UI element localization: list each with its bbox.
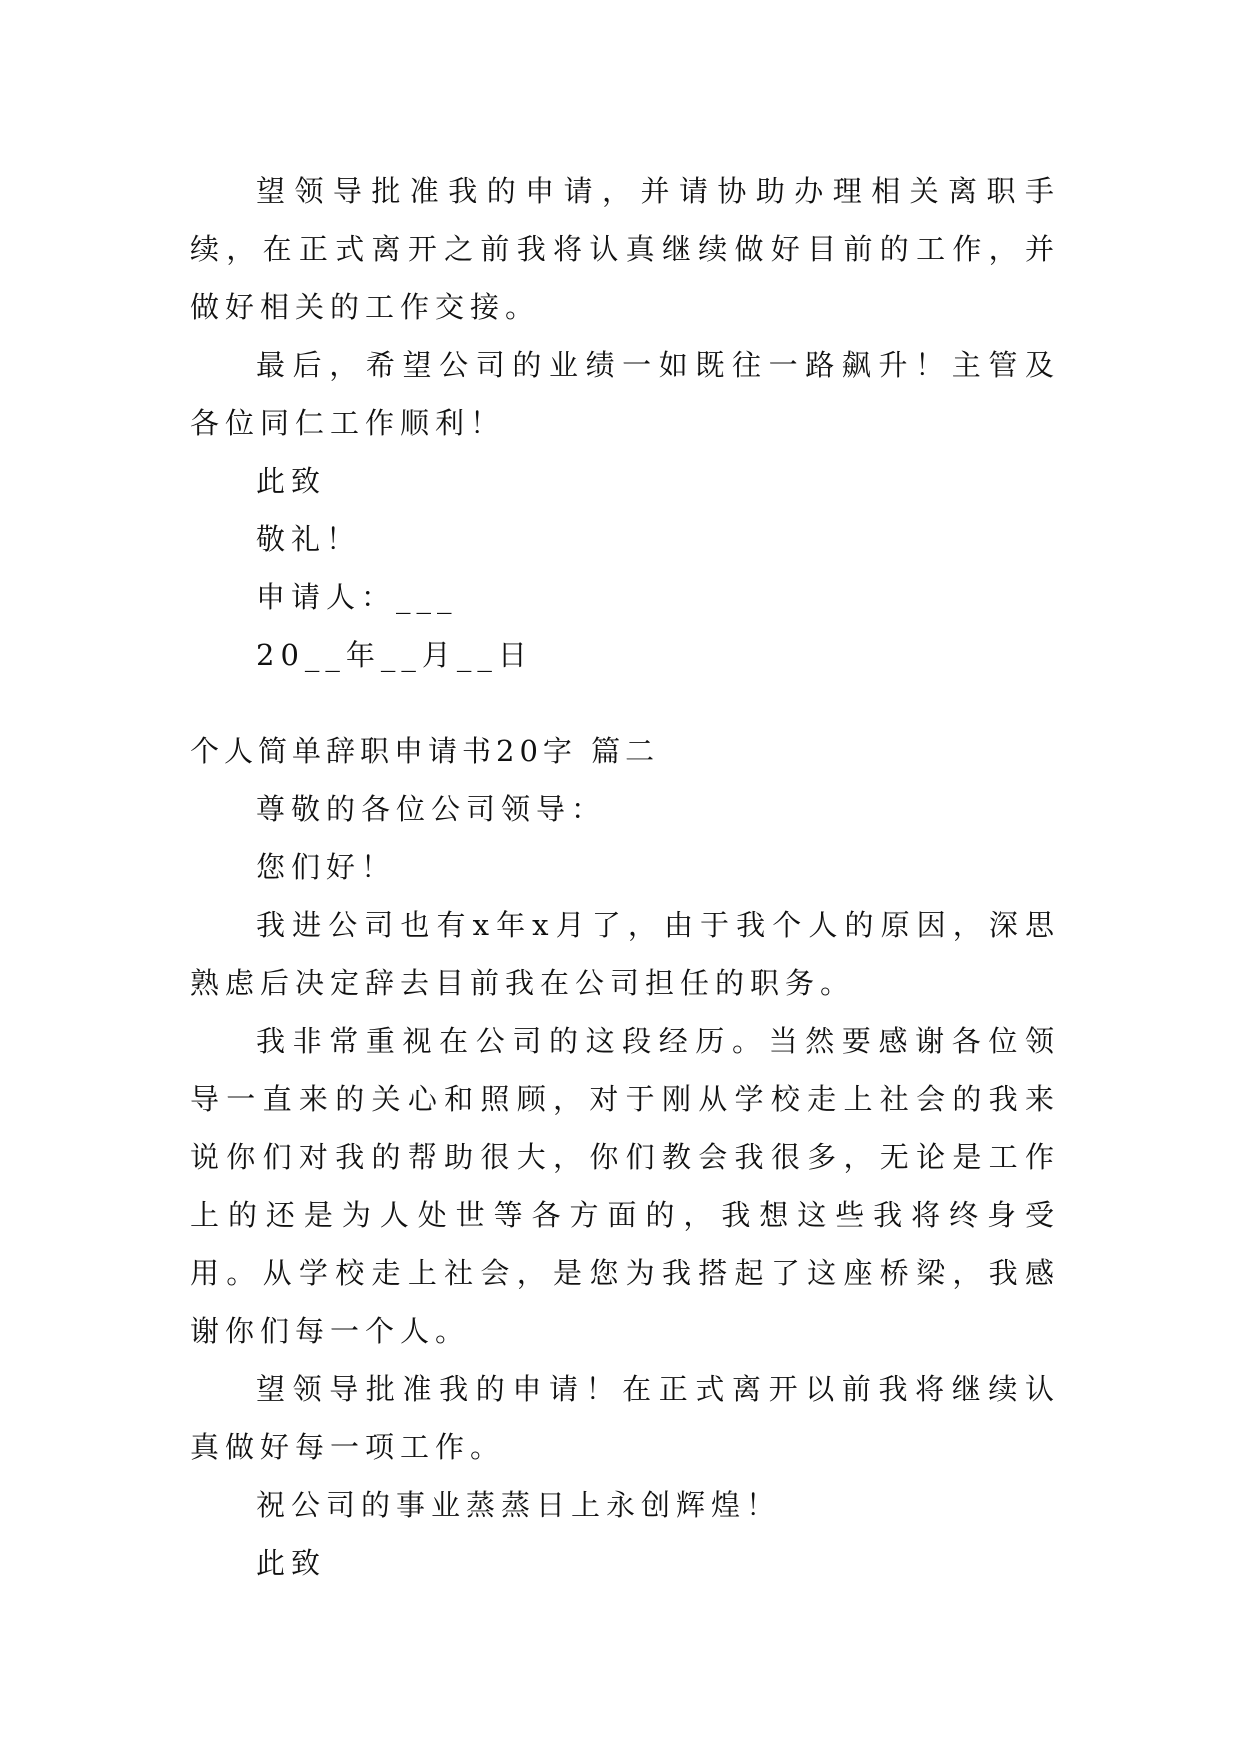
greeting: 尊敬的各位公司领导： [256, 792, 607, 826]
paragraph: 我进公司也有x年x月了，由于我个人的原因，深思熟虑后决定辞去目前我在公司担任的职务。 [190, 908, 1060, 1000]
document-page [190, 162, 1060, 1592]
paragraph: 望领导批准我的申请！在正式离开以前我将继续认真做好每一项工作。 [190, 1372, 1060, 1464]
closing-regards: 敬礼！ [256, 522, 362, 556]
greeting-hello: 您们好！ [256, 850, 397, 884]
closing-salutation: 此致 [256, 464, 327, 498]
date-line: 20__年__月__日 [256, 638, 533, 672]
paragraph: 我非常重视在公司的这段经历。当然要感谢各位领导一直来的关心和照顾，对于刚从学校走上社会的我来说你们对我的帮助很大，你们教会我很多，无论是工作上的还是为人处世等各方面的，我想这些我将终身受用。从学校走上社会，是您为我搭起了这座桥梁，我感谢你们每一个人。 [190, 1024, 1060, 1348]
paragraph: 望领导批准我的申请，并请协助办理相关离职手续，在正式离开之前我将认真继续做好目前的工作，并做好相关的工作交接。 [190, 174, 1060, 324]
closing-salutation: 此致 [256, 1546, 327, 1580]
section-title: 个人简单辞职申请书20字 篇二 [190, 734, 660, 768]
paragraph: 最后，希望公司的业绩一如既往一路飙升！主管及各位同仁工作顺利！ [190, 348, 1060, 440]
paragraph: 祝公司的事业蒸蒸日上永创辉煌！ [256, 1488, 782, 1522]
applicant-line: 申请人：___ [256, 580, 458, 614]
